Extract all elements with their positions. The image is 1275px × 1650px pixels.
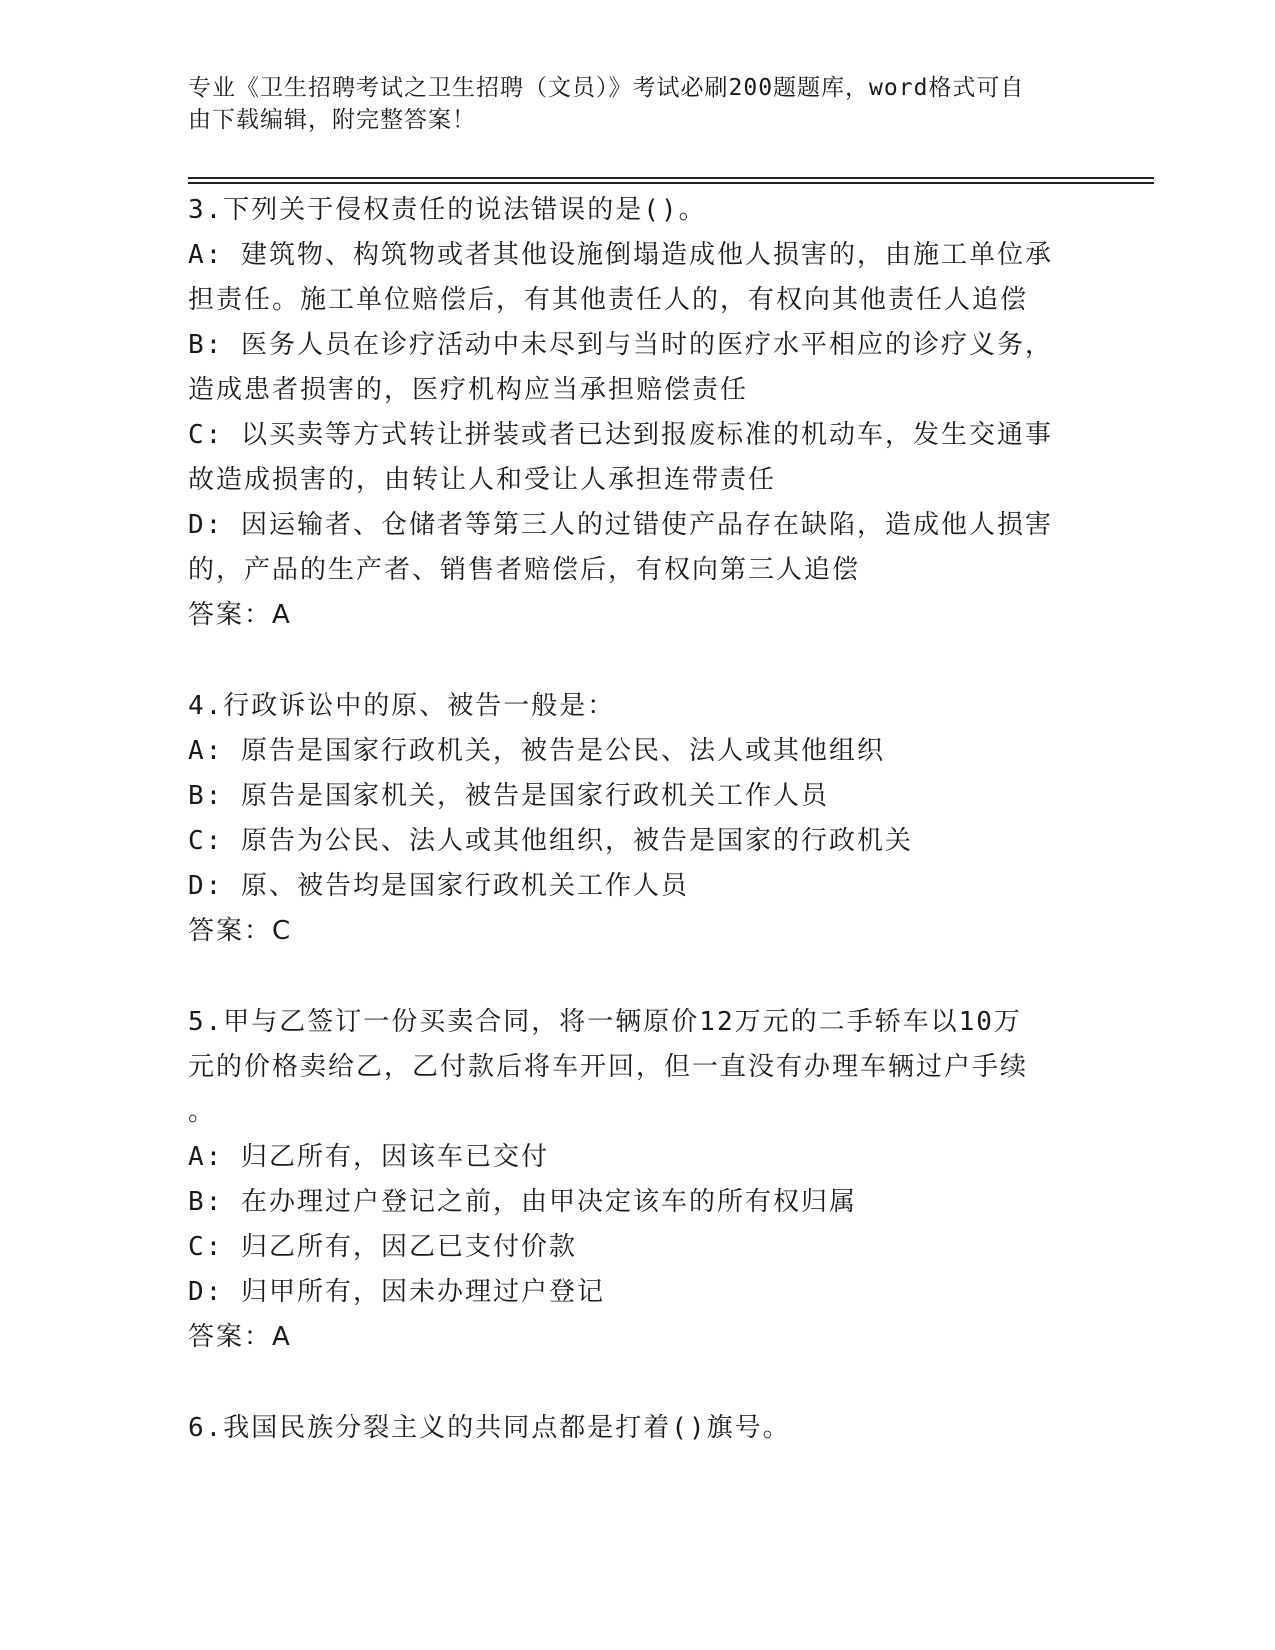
answer-option-line: C: 原告为公民、法人或其他组织，被告是国家的行政机关	[188, 826, 913, 856]
answer-option	[188, 1180, 1088, 1225]
answer-key: 答案：A	[188, 600, 292, 630]
question-stem-line: 。	[188, 1097, 217, 1127]
document-header	[188, 72, 1068, 136]
question-block	[188, 684, 1088, 954]
answer-option	[188, 864, 1088, 909]
question-block	[188, 1406, 1088, 1451]
answer-option-line: D: 归甲所有，因未办理过户登记	[188, 1277, 605, 1307]
header-divider-bottom	[188, 182, 1154, 184]
answer-key: 答案：A	[188, 1322, 292, 1352]
question-block	[188, 1000, 1088, 1360]
answer-option	[188, 774, 1088, 819]
question-stem-line: 5.甲与乙签订一份买卖合同，将一辆原价12万元的二手轿车以10万	[188, 1007, 1022, 1037]
answer-option	[188, 1135, 1088, 1180]
answer-option-line: B: 医务人员在诊疗活动中未尽到与当时的医疗水平相应的诊疗义务，	[188, 330, 1053, 360]
question-stem-line: 元的价格卖给乙，乙付款后将车开回，但一直没有办理车辆过户手续	[188, 1052, 1029, 1082]
answer-option-line: 的，产品的生产者、销售者赔偿后，有权向第三人追偿	[188, 555, 861, 585]
answer-option-line: 担责任。施工单位赔偿后，有其他责任人的，有权向其他责任人追偿	[188, 285, 1029, 315]
answer-option	[188, 323, 1088, 413]
question-list	[188, 188, 1088, 1451]
answer-option-line: C: 归乙所有，因乙已支付价款	[188, 1232, 577, 1262]
answer-option	[188, 729, 1088, 774]
question-stem-line: 4.行政诉讼中的原、被告一般是：	[188, 691, 616, 721]
question-spacer	[188, 638, 1088, 684]
question-block	[188, 188, 1088, 638]
answer-key: 答案：C	[188, 916, 293, 946]
header-divider-top	[188, 177, 1154, 179]
answer-option	[188, 503, 1088, 593]
header-line-2: 由下载编辑，附完整答案！	[188, 107, 476, 133]
header-line-1: 专业《卫生招聘考试之卫生招聘（文员）》考试必刷200题题库，word格式可自	[188, 75, 1025, 101]
answer-option-line: D: 因运输者、仓储者等第三人的过错使产品存在缺陷，造成他人损害	[188, 510, 1053, 540]
answer-option-line: B: 在办理过户登记之前，由甲决定该车的所有权归属	[188, 1187, 857, 1217]
answer-option	[188, 1225, 1088, 1270]
answer-option	[188, 233, 1088, 323]
question-spacer	[188, 954, 1088, 1000]
answer-option	[188, 1270, 1088, 1315]
question-stem-line: 3.下列关于侵权责任的说法错误的是()。	[188, 195, 707, 225]
answer-option-line: A: 归乙所有，因该车已交付	[188, 1142, 549, 1172]
answer-option-line: D: 原、被告均是国家行政机关工作人员	[188, 871, 689, 901]
question-spacer	[188, 1360, 1088, 1406]
answer-option-line: A: 建筑物、构筑物或者其他设施倒塌造成他人损害的，由施工单位承	[188, 240, 1053, 270]
answer-option-line: 故造成损害的，由转让人和受让人承担连带责任	[188, 465, 777, 495]
answer-option-line: B: 原告是国家机关，被告是国家行政机关工作人员	[188, 781, 829, 811]
answer-option	[188, 819, 1088, 864]
answer-option	[188, 413, 1088, 503]
question-stem-line: 6.我国民族分裂主义的共同点都是打着()旗号。	[188, 1413, 791, 1443]
answer-option-line: C: 以买卖等方式转让拼装或者已达到报废标准的机动车，发生交通事	[188, 420, 1053, 450]
answer-option-line: 造成患者损害的，医疗机构应当承担赔偿责任	[188, 375, 749, 405]
answer-option-line: A: 原告是国家行政机关，被告是公民、法人或其他组织	[188, 736, 885, 766]
